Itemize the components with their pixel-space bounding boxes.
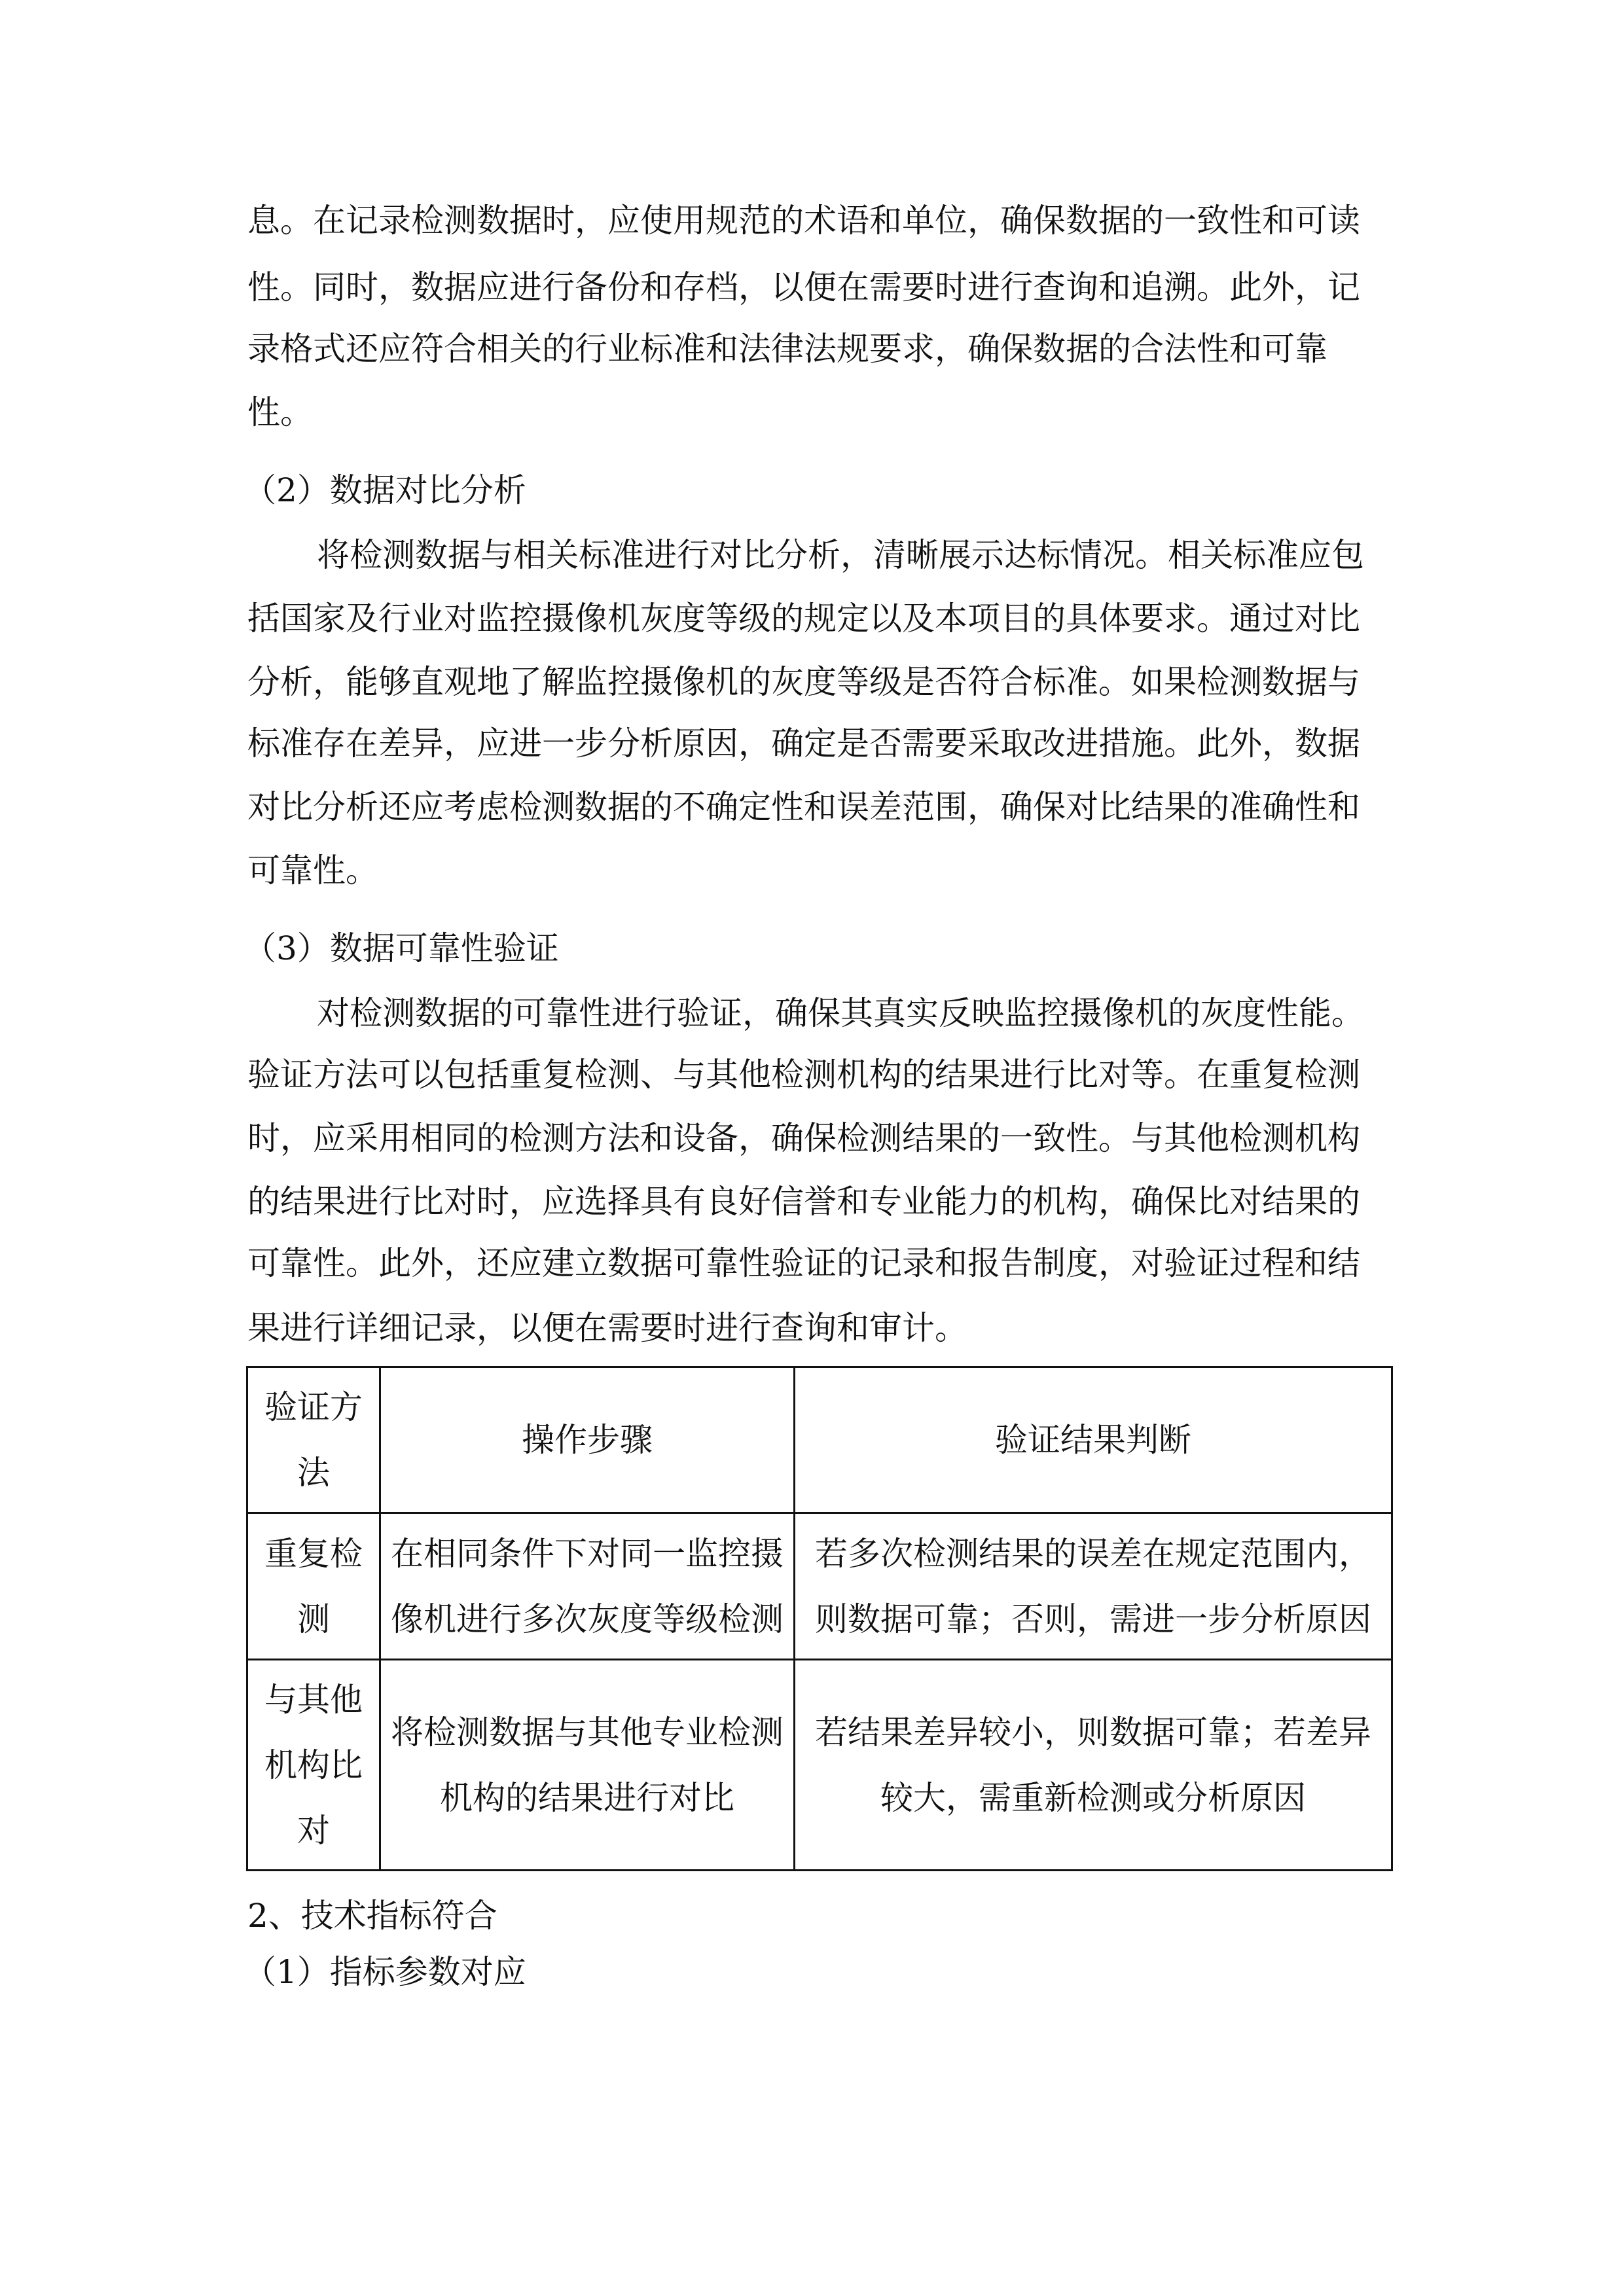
cell-line: 机构比 [264, 1746, 363, 1784]
cell-line: 则数据可靠；否则，需进一步分析原因 [815, 1600, 1371, 1638]
cell-line: 若多次检测结果的误差在规定范围内， [815, 1534, 1371, 1573]
cell-line: 在相同条件下对同一监控摄 [391, 1534, 784, 1573]
body-line: 的结果进行比对时，应选择具有良好信誉和专业能力的机构，确保比对结果的 [247, 1183, 1360, 1221]
body-line: 时，应采用相同的检测方法和设备，确保检测结果的一致性。与其他检测机构 [247, 1119, 1360, 1157]
body-line: 果进行详细记录，以便在需要时进行查询和审计。 [247, 1309, 967, 1347]
section-heading: 2、技术指标符合 [247, 1897, 497, 1935]
cell-line: 较大，需重新检测或分析原因 [880, 1778, 1306, 1817]
body-line: 性。同时，数据应进行备份和存档，以便在需要时进行查询和追溯。此外，记 [247, 268, 1360, 306]
table-cell [247, 1513, 380, 1660]
verification-table [246, 1366, 1393, 1871]
cell-line: 机构的结果进行对比 [440, 1778, 734, 1817]
body-line: 验证方法可以包括重复检测、与其他检测机构的结果进行比对等。在重复检测 [247, 1056, 1360, 1094]
table-cell [247, 1660, 380, 1871]
cell-line: 像机进行多次灰度等级检测 [391, 1600, 784, 1638]
cell-line: 验证结果判断 [995, 1421, 1191, 1459]
section-heading: （2）数据对比分析 [244, 471, 526, 509]
table-header-row [247, 1367, 1392, 1513]
table-cell [795, 1513, 1392, 1660]
body-line: 括国家及行业对监控摄像机灰度等级的规定以及本项目的具体要求。通过对比 [247, 600, 1360, 637]
cell-line: 与其他 [264, 1680, 363, 1719]
header-cell [380, 1367, 795, 1513]
table-row [247, 1660, 1392, 1871]
body-line: 息。在记录检测数据时，应使用规范的术语和单位，确保数据的一致性和可读 [247, 202, 1360, 240]
table-cell [795, 1660, 1392, 1871]
cell-line: 测 [297, 1600, 330, 1638]
body-line: 录格式还应符合相关的行业标准和法律法规要求，确保数据的合法性和可靠 [247, 330, 1327, 368]
header-cell [247, 1367, 380, 1513]
cell-line: 验证方 [264, 1388, 363, 1426]
table-cell [380, 1660, 795, 1871]
cell-line: 将检测数据与其他专业检测 [391, 1713, 784, 1751]
table-row [247, 1513, 1392, 1660]
table-cell [380, 1513, 795, 1660]
cell-line: 对 [297, 1811, 330, 1850]
cell-line: 若结果差异较小，则数据可靠；若差异 [815, 1713, 1371, 1751]
cell-line: 重复检 [264, 1534, 363, 1573]
body-line: 可靠性。此外，还应建立数据可靠性验证的记录和报告制度，对验证过程和结 [247, 1244, 1360, 1282]
body-line: 标准存在差异，应进一步分析原因，确定是否需要采取改进措施。此外，数据 [247, 725, 1360, 762]
body-line: 可靠性。 [247, 852, 378, 889]
body-line: 对比分析还应考虑检测数据的不确定性和误差范围，确保对比结果的准确性和 [247, 788, 1360, 826]
cell-line: 法 [297, 1454, 330, 1492]
section-heading: （3）数据可靠性验证 [244, 929, 559, 967]
subsection-heading: （1）指标参数对应 [244, 1953, 526, 1991]
body-line: 分析，能够直观地了解监控摄像机的灰度等级是否符合标准。如果检测数据与 [247, 663, 1360, 701]
header-cell [795, 1367, 1392, 1513]
body-line: 性。 [247, 393, 313, 431]
body-line: 将检测数据与相关标准进行对比分析，清晰展示达标情况。相关标准应包 [317, 536, 1364, 574]
body-line: 对检测数据的可靠性进行验证，确保其真实反映监控摄像机的灰度性能。 [317, 994, 1364, 1032]
cell-line: 操作步骤 [522, 1421, 653, 1459]
